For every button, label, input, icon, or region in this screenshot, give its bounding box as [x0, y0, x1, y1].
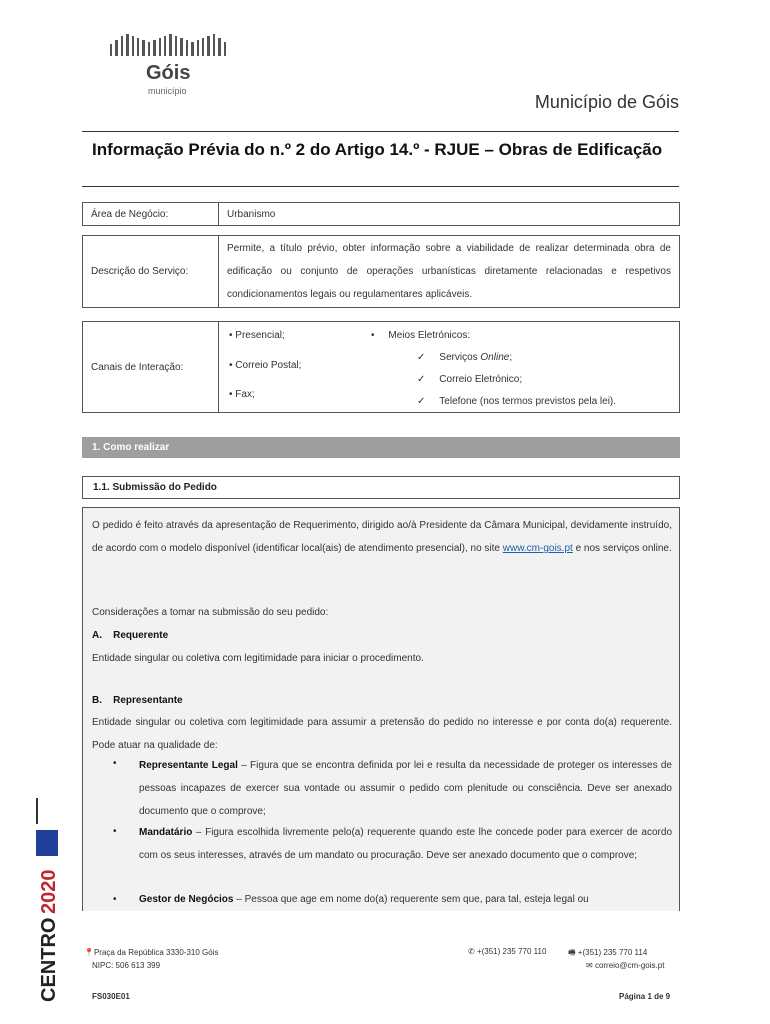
logo-bars — [110, 34, 226, 56]
subsection-header — [82, 476, 680, 499]
channels-table — [82, 321, 680, 413]
phone-icon: ✆ — [468, 947, 475, 956]
item-a-heading: A. Requerente — [92, 630, 169, 641]
bullet-marker: • — [113, 894, 117, 905]
section-title: 1. Como realizar — [92, 442, 170, 453]
header-municipality: Município de Góis — [534, 92, 679, 112]
municipality-logo — [108, 34, 226, 96]
channel-presencial: • Presencial; — [229, 330, 285, 341]
item-b-text: Entidade singular ou coletiva com legitimidade para assumir a pretensão do pedido no interesse e por conta do(a) requerente. Pode atuar na qualidade de: — [92, 717, 672, 751]
description-table — [82, 235, 680, 308]
bullet-mandatario: Mandatário – Figura escolhida livremente pelo(a) requerente quando este lhe concede poder para exercer de acordo com os seus interesses, através de um mandato ou procuração. Deve ser anexado documento que o comprove; — [139, 827, 672, 861]
fax-icon: 🖷 — [568, 948, 576, 957]
channel-fax: • Fax; — [229, 389, 255, 400]
sidebar-emblem — [36, 798, 60, 824]
meio-servicos-online: ✓ Serviços Online; — [417, 352, 513, 363]
content-box — [82, 507, 680, 911]
channels-label: Canais de Interação: — [83, 322, 219, 413]
area-label: Área de Negócio: — [83, 203, 219, 226]
website-link[interactable]: www.cm-gois.pt — [502, 543, 573, 554]
logo-subtitle: município — [148, 86, 187, 96]
intro-paragraph: O pedido é feito através da apresentação de Requerimento, dirigido ao/à Presidente da Câmara Municipal, devidamente instruído, de acordo com o modelo disponível (identificar local(ais) de atendimento presencial), no site www.cm-gois.pt e nos serviços online. — [92, 520, 672, 554]
footer-phone: ✆ +(351) 235 770 110 — [468, 947, 547, 956]
bullet-marker: • — [113, 826, 117, 837]
footer-page-number: Página 1 de 9 — [619, 992, 671, 1001]
footer-email: ✉ correio@cm-gois.pt — [586, 961, 665, 970]
bullet-gestor-negocios: Gestor de Negócios – Pessoa que age em nome do(a) requerente sem que, para tal, esteja legal ou — [139, 894, 589, 905]
footer-code: FS030E01 — [92, 992, 130, 1001]
considerations-text: Considerações a tomar na submissão do seu pedido: — [92, 607, 329, 618]
description-value: Permite, a título prévio, obter informação sobre a viabilidade de realizar determinada obra de edificação ou conjunto de operações urbanísticas diretamente relacionadas e respetivos condicionamentos legais ou regulamentares aplicáveis. — [219, 236, 680, 308]
title-bottom-rule — [82, 186, 679, 187]
area-table — [82, 202, 680, 226]
channels-content — [219, 323, 679, 411]
footer-fax: 🖷 +(351) 235 770 114 — [568, 948, 648, 957]
centro-logo: CENTRO — [38, 917, 60, 1002]
title-top-rule — [82, 131, 679, 132]
meio-telefone: ✓ Telefone (nos termos previstos pela lei). — [417, 396, 617, 407]
location-icon: 📍 — [84, 948, 94, 957]
area-value: Urbanismo — [219, 203, 680, 226]
meio-correio-eletronico: ✓ Correio Eletrónico; — [417, 374, 523, 385]
channel-correio-postal: • Correio Postal; — [229, 360, 302, 371]
logo-name: Góis — [146, 62, 191, 84]
bullet-representante-legal: Representante Legal – Figura que se encontra definida por lei e resulta da necessidade de proteger os interesses de pessoas incapazes de exercer sua vontade ou assumir o pedido com plenitude ou consciência. Deve ser anexado documento que o comprove; — [139, 760, 672, 817]
item-a-text: Entidade singular ou coletiva com legitimidade para iniciar o procedimento. — [92, 653, 424, 664]
email-icon: ✉ — [586, 961, 593, 970]
footer-address: 📍Praça da República 3330-310 Góis — [84, 948, 219, 957]
portugal-2020-logo: 2020 — [38, 869, 60, 914]
eu-flag-icon — [36, 830, 58, 856]
item-b-heading: B. Representante — [92, 695, 183, 706]
channel-meios-eletronicos: • Meios Eletrónicos: — [371, 330, 471, 341]
subsection-title: 1.1. Submissão do Pedido — [93, 482, 217, 493]
description-label: Descrição do Serviço: — [83, 236, 219, 308]
page-title: Informação Prévia do n.º 2 do Artigo 14.º - RJUE – Obras de Edificação — [92, 140, 663, 159]
section-header — [82, 437, 680, 458]
footer-nipc: NIPC: 506 613 399 — [92, 961, 161, 970]
bullet-marker: • — [113, 758, 117, 769]
